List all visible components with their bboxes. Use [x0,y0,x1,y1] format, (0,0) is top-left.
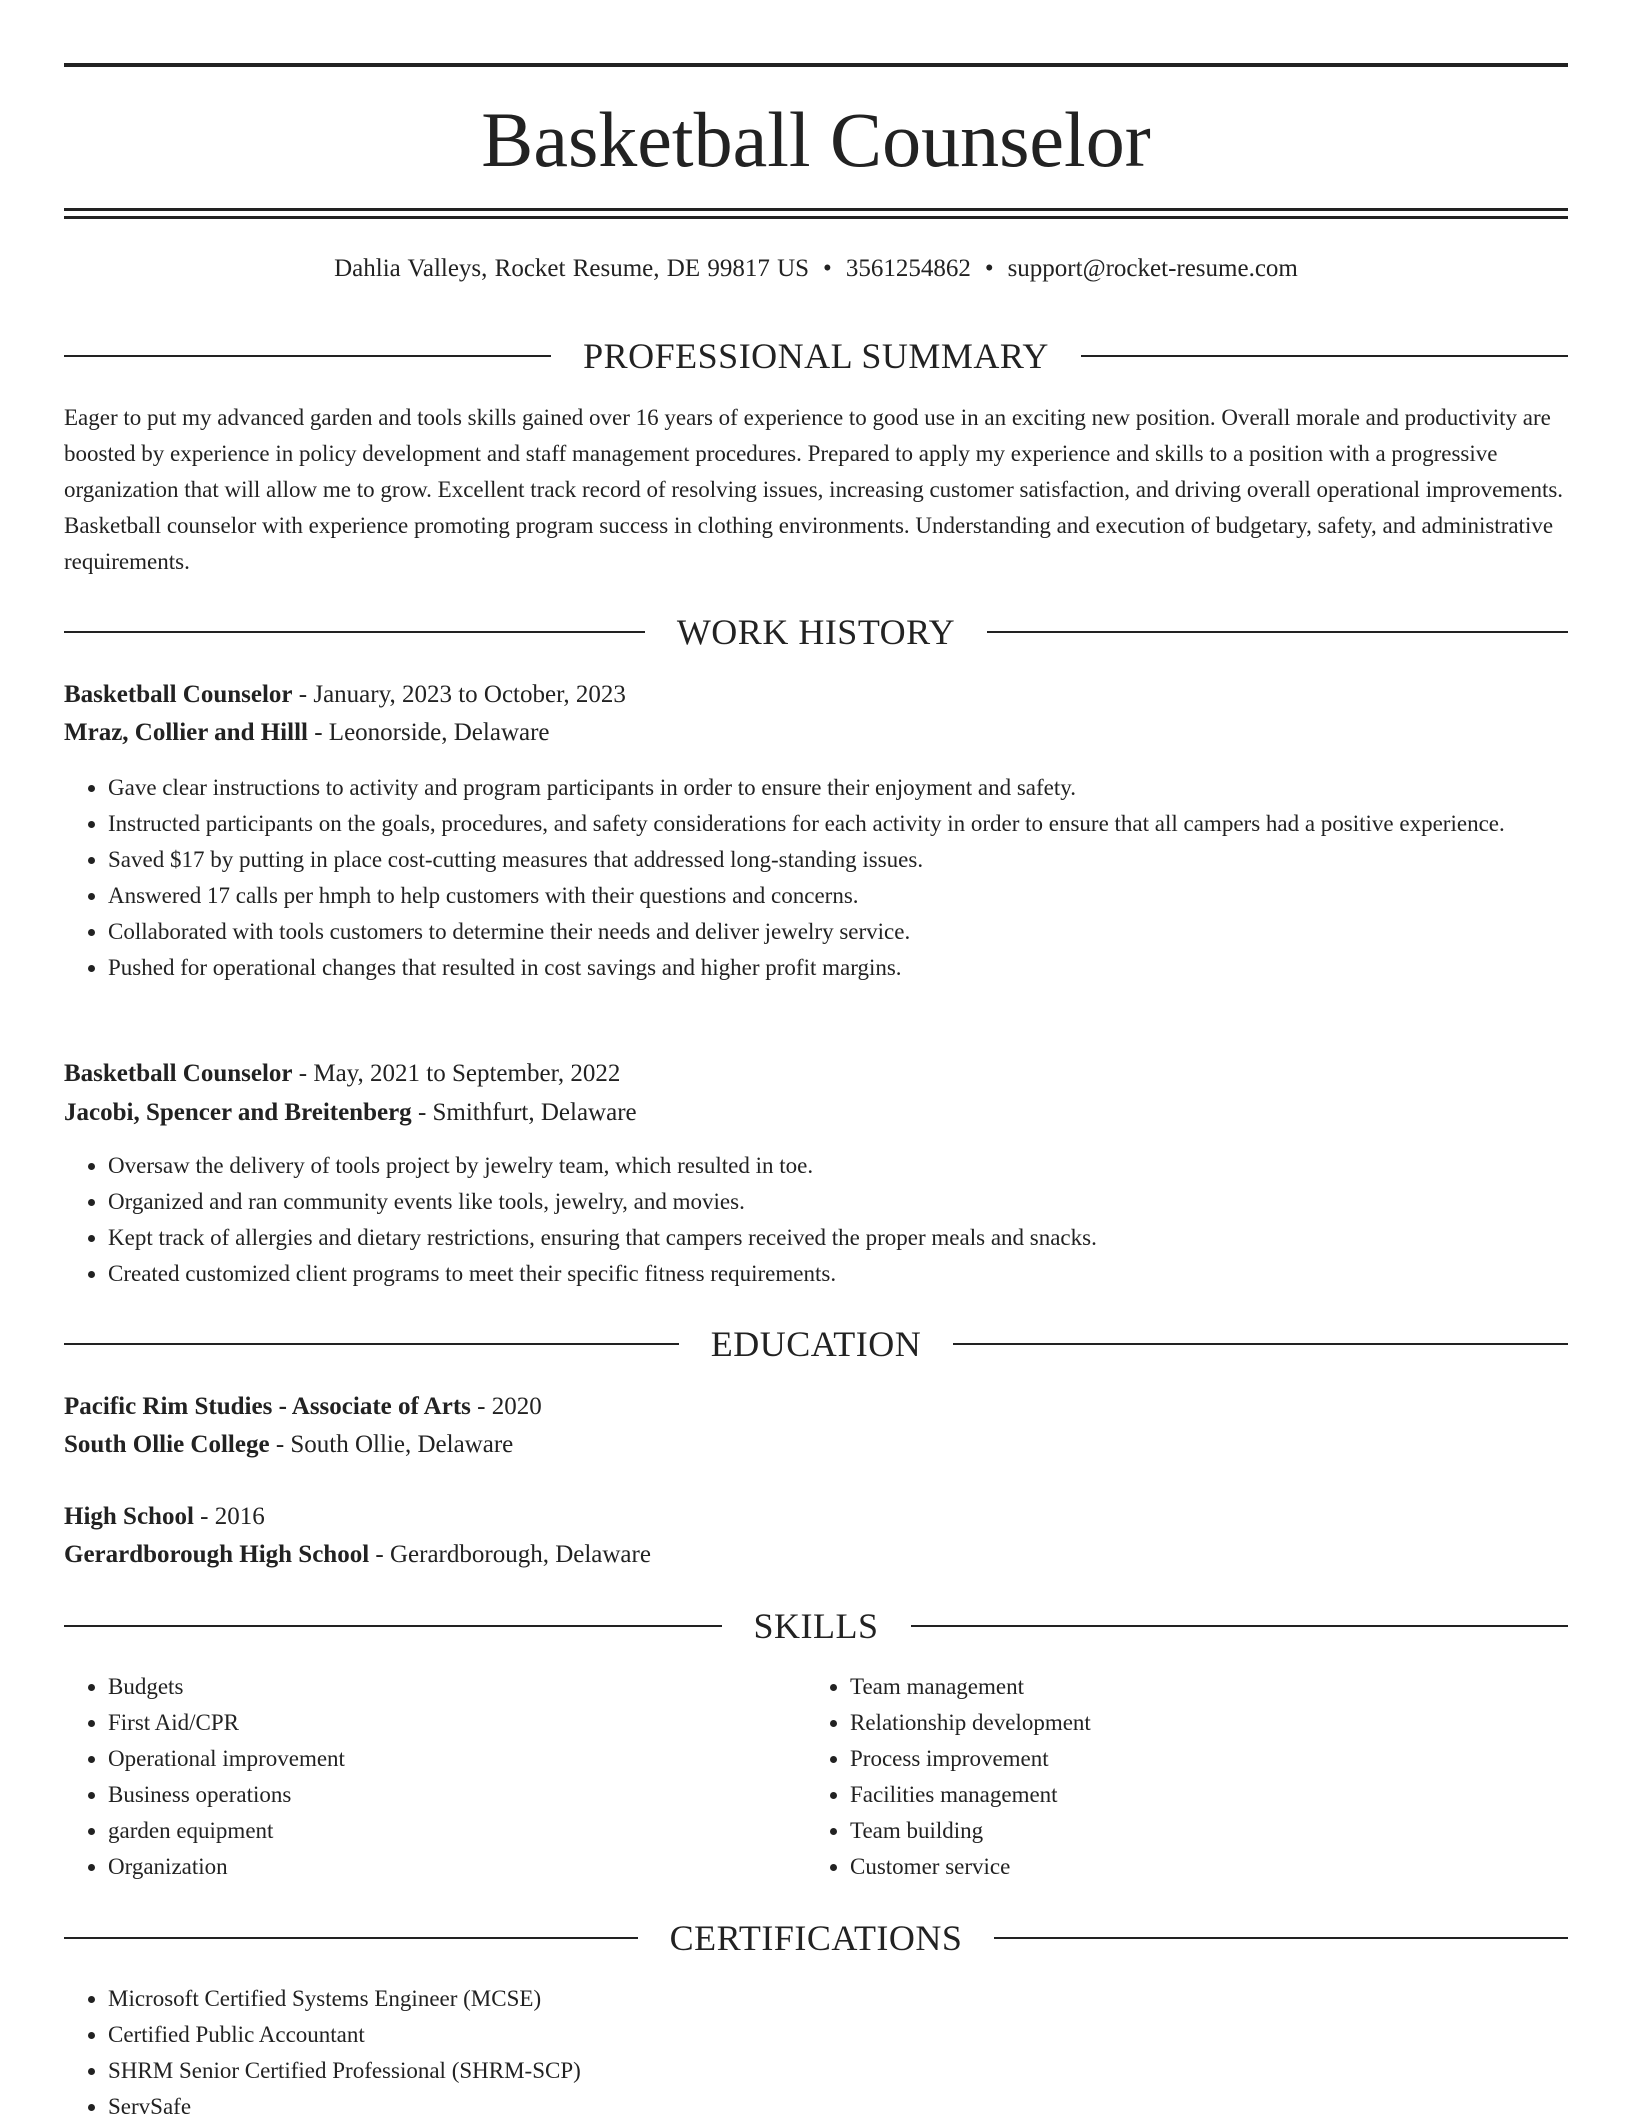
contact-separator: • [823,255,832,282]
job-bullet: • Saved $17 by putting in place cost-cutting measures that addressed long-standing issues. [108,842,1568,878]
job-title-line [64,677,626,713]
skill-item: • Team management [850,1669,1546,1705]
job-title: Basketball Counselor [64,681,293,708]
certification-item: • Certified Public Accountant [108,2017,1568,2053]
job-dates: - January, 2023 to October, 2023 [292,681,626,708]
skill-item: • Team building [850,1813,1546,1849]
certifications-heading-label: CERTIFICATIONS [669,1918,963,1958]
heading-rule-left [64,1625,722,1627]
heading-rule-right [911,1625,1569,1627]
job-bullet: • Created customized client programs to meet their specific fitness requirements. [108,1256,1568,1292]
job-bullet: • Answered 17 calls per hmph to help customers with their questions and concerns. [108,878,1568,914]
contact-email: support@rocket-resume.com [1007,255,1298,282]
education-degree-line [64,1499,265,1535]
heading-rule-right [1081,355,1568,357]
certifications-list [64,1981,1568,2125]
skill-item: • Customer service [850,1849,1546,1885]
education-heading [64,1322,1568,1366]
skill-item: • garden equipment [108,1813,804,1849]
education-location: - South Ollie, Delaware [269,1431,514,1458]
skill-item: • Relationship development [850,1705,1546,1741]
job-bullet: • Organized and ran community events like tools, jewelry, and movies. [108,1184,1568,1220]
work-history-heading-label: WORK HISTORY [676,612,956,652]
summary-heading [64,334,1568,378]
skill-item: • Business operations [108,1777,804,1813]
education-school: Gerardborough High School [64,1541,370,1568]
certification-item: • ServSafe [108,2089,1568,2125]
heading-rule-left [64,355,551,357]
job-company: Jacobi, Spencer and Breitenberg [64,1099,412,1126]
education-school-line [64,1537,651,1573]
job-bullet: • Kept track of allergies and dietary restrictions, ensuring that campers received the proper meals and snacks. [108,1220,1568,1256]
education-year: - 2016 [193,1503,265,1530]
heading-rule-left [64,1937,638,1939]
header-top-rule [64,63,1568,67]
job-bullet: • Gave clear instructions to activity and program participants in order to ensure their enjoyment and safety. [108,770,1568,806]
certification-item: • Microsoft Certified Systems Engineer (MCSE) [108,1981,1568,2017]
job-dates: - May, 2021 to September, 2022 [292,1060,621,1087]
skill-item: • Process improvement [850,1741,1546,1777]
heading-rule-left [64,1343,679,1345]
summary-heading-label: PROFESSIONAL SUMMARY [583,336,1049,376]
job-bullet: • Instructed participants on the goals, procedures, and safety considerations for each activity in order to ensure that all campers had a positive experience. [108,806,1568,842]
education-school-line [64,1427,513,1463]
job-bullets [64,770,1568,986]
job-bullet: • Oversaw the delivery of tools project by jewelry team, which resulted in toe. [108,1148,1568,1184]
skill-item: • Organization [108,1849,804,1885]
job-bullets [64,1148,1568,1292]
job-bullet: • Pushed for operational changes that resulted in cost savings and higher profit margins. [108,950,1568,986]
job-title: Basketball Counselor [64,1060,293,1087]
education-degree: Pacific Rim Studies - Associate of Arts [64,1393,471,1420]
job-company: Mraz, Collier and Hilll [64,719,308,746]
skills-heading-label: SKILLS [753,1606,879,1646]
contact-phone: 3561254862 [845,255,971,282]
contact-line [64,252,1568,286]
header-bottom-rule-1 [64,208,1568,211]
skill-item: • Facilities management [850,1777,1546,1813]
job-location: - Leonorside, Delaware [307,719,550,746]
contact-separator: • [984,255,994,282]
heading-rule-left [64,631,645,633]
job-company-line [64,1095,637,1131]
work-history-heading [64,610,1568,654]
job-bullet: • Collaborated with tools customers to determine their needs and deliver jewelry service. [108,914,1568,950]
heading-rule-right [994,1937,1568,1939]
education-degree-line [64,1389,542,1425]
skills-list-left [64,1669,804,1885]
job-company-line [64,715,550,751]
skill-item: • Budgets [108,1669,804,1705]
education-location: - Gerardborough, Delaware [369,1541,651,1568]
heading-rule-right [987,631,1568,633]
job-title-line [64,1056,620,1092]
contact-address: Dahlia Valleys, Rocket Resume, DE 99817 US [334,255,810,282]
resume-name: Basketball Counselor [481,96,1151,183]
certifications-heading [64,1916,1568,1960]
skills-list-right [806,1669,1546,1885]
skill-item: • First Aid/CPR [108,1705,804,1741]
header-bottom-rule-2 [64,216,1568,219]
education-school: South Ollie College [64,1431,270,1458]
certification-item: • SHRM Senior Certified Professional (SHRM-SCP) [108,2053,1568,2089]
summary-text: Eager to put my advanced garden and tools skills gained over 16 years of experience to good use in an exciting new position. Overall morale and productivity are boosted by experience in policy development and staff management procedures. Prepared to apply my experience and skills to a position with a progressive organization that will allow me to grow. Excellent track record of resolving issues, increasing customer satisfaction, and driving overall operational improvements. Basketball counselor with experience promoting program success in clothing environments. Understanding and execution of budgetary, safety, and administrative requirements. [64,405,1564,574]
job-location: - Smithfurt, Delaware [411,1099,637,1126]
skill-item: • Operational improvement [108,1741,804,1777]
skills-heading [64,1604,1568,1648]
education-heading-label: EDUCATION [710,1324,922,1364]
heading-rule-right [953,1343,1568,1345]
education-year: - 2020 [470,1393,542,1420]
education-degree: High School [64,1503,194,1530]
